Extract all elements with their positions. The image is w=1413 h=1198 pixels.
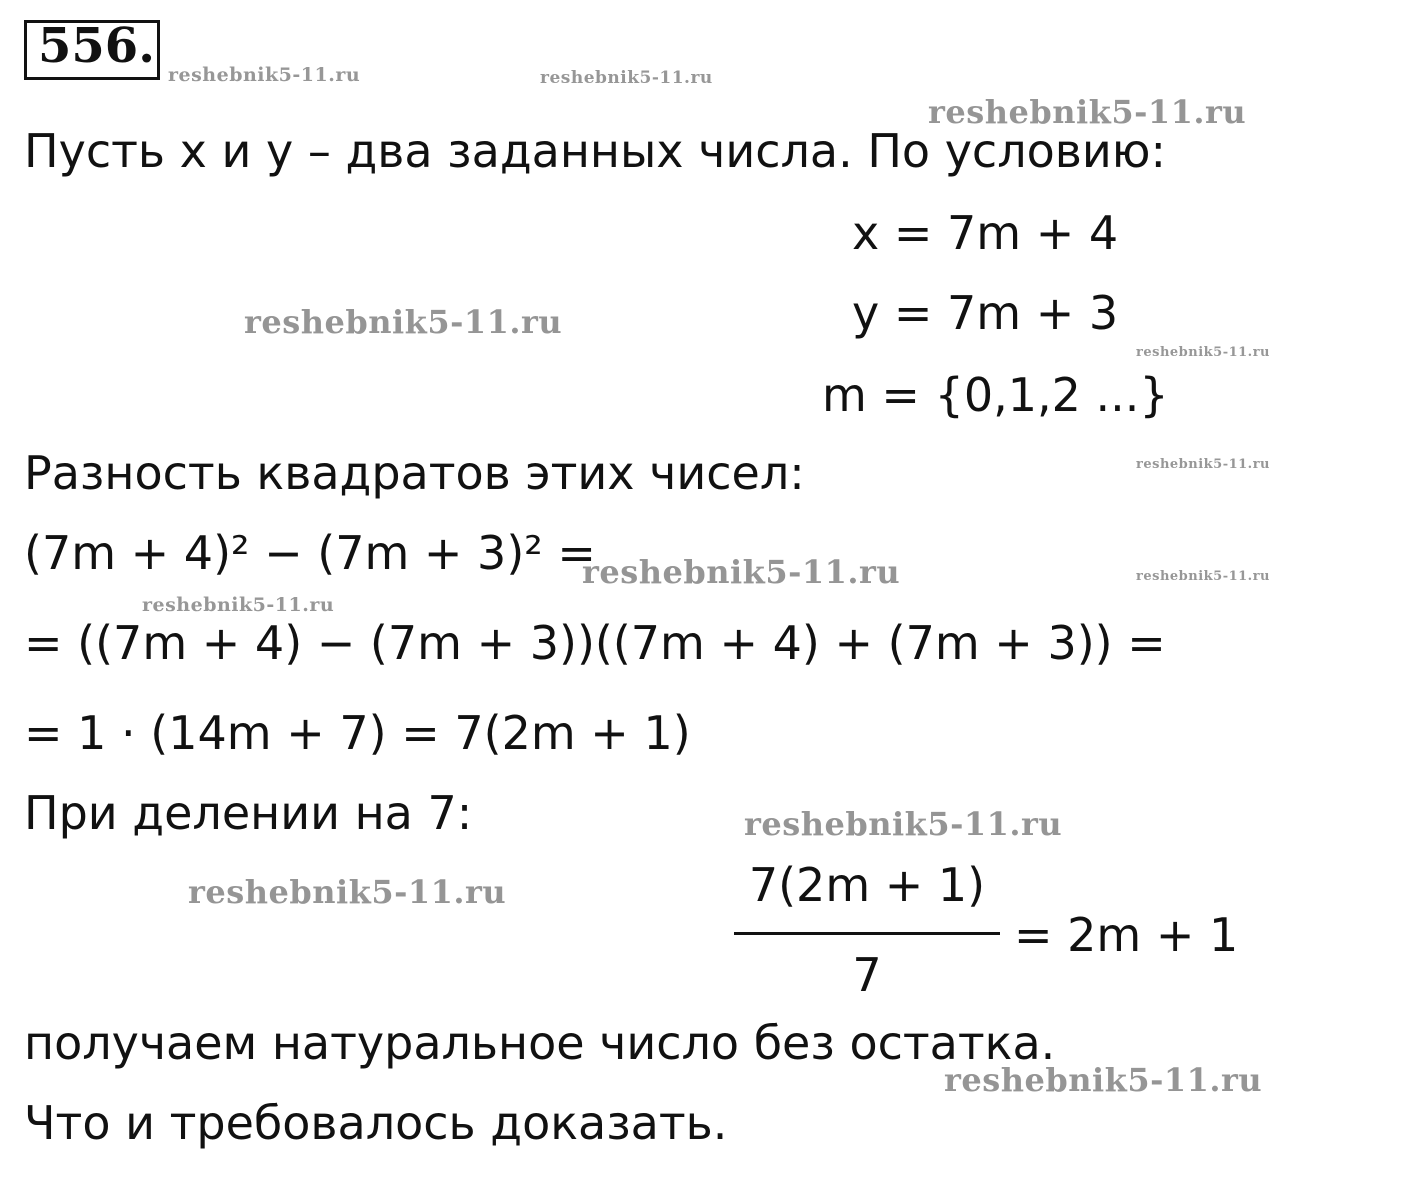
factored-expression: = ((7m + 4) − (7m + 3))((7m + 4) + (7m + 3)) = xyxy=(24,616,1166,670)
fraction-denominator: 7 xyxy=(852,948,882,1002)
fraction-bar xyxy=(734,932,1000,935)
watermark: reshebnik5-11.ru xyxy=(928,93,1247,131)
watermark: reshebnik5-11.ru xyxy=(582,553,901,591)
equation-x: x = 7m + 4 xyxy=(852,206,1119,260)
watermark: reshebnik5-11.ru xyxy=(540,68,713,88)
difference-expression: (7m + 4)² − (7m + 3)² = xyxy=(24,526,596,580)
problem-number: 556. xyxy=(38,18,155,74)
watermark: reshebnik5-11.ru xyxy=(1136,457,1271,472)
watermark: reshebnik5-11.ru xyxy=(1136,345,1271,360)
watermark: reshebnik5-11.ru xyxy=(244,303,563,341)
watermark: reshebnik5-11.ru xyxy=(142,594,335,616)
division-label: При делении на 7: xyxy=(24,786,473,840)
watermark: reshebnik5-11.ru xyxy=(744,805,1063,843)
watermark: reshebnik5-11.ru xyxy=(944,1061,1263,1099)
qed-line: Что и требовалось доказать. xyxy=(24,1096,728,1150)
fraction-numerator: 7(2m + 1) xyxy=(748,858,986,912)
equation-y: y = 7m + 3 xyxy=(852,286,1119,340)
watermark: reshebnik5-11.ru xyxy=(1136,569,1271,584)
intro-line: Пусть x и y – два заданных числа. По условию: xyxy=(24,124,1166,178)
watermark: reshebnik5-11.ru xyxy=(188,873,507,911)
conclusion-line: получаем натуральное число без остатка. xyxy=(24,1016,1056,1070)
result-expression: = 1 · (14m + 7) = 7(2m + 1) xyxy=(24,706,691,760)
watermark: reshebnik5-11.ru xyxy=(168,64,361,86)
fraction-result: = 2m + 1 xyxy=(1014,908,1239,962)
difference-label: Разность квадратов этих чисел: xyxy=(24,446,805,500)
equation-m: m = {0,1,2 ...} xyxy=(822,368,1169,422)
